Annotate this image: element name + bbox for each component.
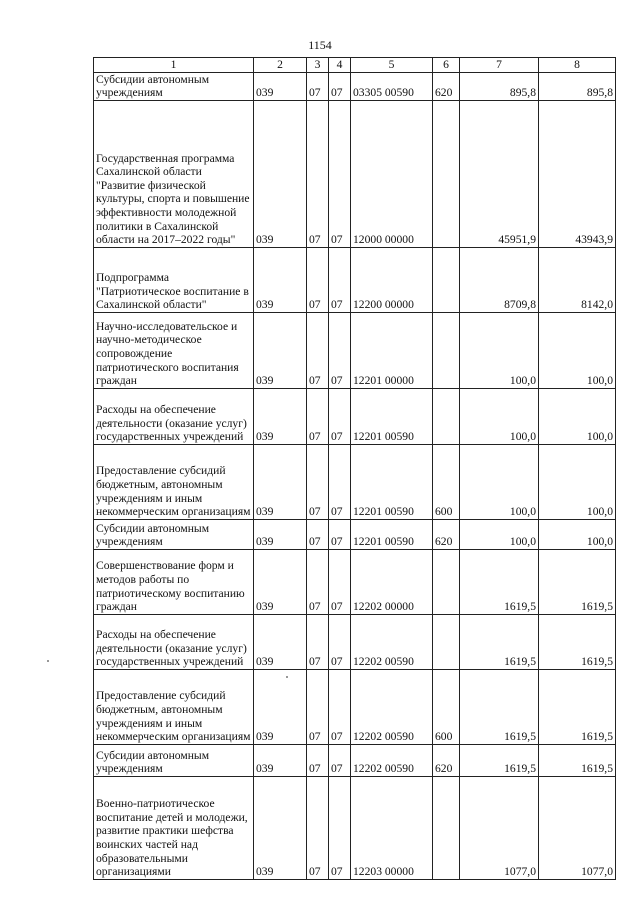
scan-speck bbox=[286, 676, 288, 678]
column-header: 4 bbox=[329, 58, 351, 73]
expense-type: 620 bbox=[433, 519, 460, 549]
section-code: 07 bbox=[307, 776, 329, 879]
subsection-code: 07 bbox=[329, 519, 351, 549]
item-name: Научно-исследовательское и научно-методическое сопровождение патриотического воспитания граждан bbox=[94, 312, 254, 388]
section-code: 07 bbox=[307, 100, 329, 247]
table-row bbox=[94, 388, 616, 444]
amount-col7: 1077,0 bbox=[460, 776, 539, 879]
item-name: Субсидии автономным учреждениям bbox=[94, 72, 254, 100]
table-row bbox=[94, 744, 616, 776]
target-code: 12201 00590 bbox=[351, 388, 433, 444]
subsection-code: 07 bbox=[329, 614, 351, 669]
expense-type bbox=[433, 776, 460, 879]
table-row bbox=[94, 614, 616, 669]
amount-col8: 1077,0 bbox=[539, 776, 616, 879]
target-code: 12203 00000 bbox=[351, 776, 433, 879]
table-row bbox=[94, 72, 616, 100]
amount-col8: 100,0 bbox=[539, 444, 616, 519]
subsection-code: 07 bbox=[329, 549, 351, 614]
target-code: 12000 00000 bbox=[351, 100, 433, 247]
target-code: 12200 00000 bbox=[351, 247, 433, 312]
scan-speck bbox=[47, 660, 49, 662]
table-row bbox=[94, 100, 616, 247]
target-code: 12202 00590 bbox=[351, 669, 433, 744]
item-name: Совершенствование форм и методов работы по патриотическому воспитанию граждан bbox=[94, 549, 254, 614]
subsection-code: 07 bbox=[329, 72, 351, 100]
amount-col7: 1619,5 bbox=[460, 669, 539, 744]
amount-col8: 100,0 bbox=[539, 388, 616, 444]
amount-col8: 8142,0 bbox=[539, 247, 616, 312]
target-code: 12201 00590 bbox=[351, 444, 433, 519]
header-row bbox=[94, 58, 616, 73]
column-header: 8 bbox=[539, 58, 616, 73]
amount-col7: 895,8 bbox=[460, 72, 539, 100]
ministry-code: 039 bbox=[254, 549, 307, 614]
subsection-code: 07 bbox=[329, 100, 351, 247]
section-code: 07 bbox=[307, 247, 329, 312]
column-header: 7 bbox=[460, 58, 539, 73]
amount-col7: 1619,5 bbox=[460, 614, 539, 669]
expense-type bbox=[433, 100, 460, 247]
subsection-code: 07 bbox=[329, 444, 351, 519]
expense-type: 620 bbox=[433, 744, 460, 776]
expense-type: 600 bbox=[433, 669, 460, 744]
amount-col7: 1619,5 bbox=[460, 549, 539, 614]
expense-type bbox=[433, 614, 460, 669]
subsection-code: 07 bbox=[329, 776, 351, 879]
amount-col8: 43943,9 bbox=[539, 100, 616, 247]
target-code: 12201 00000 bbox=[351, 312, 433, 388]
table-row bbox=[94, 519, 616, 549]
ministry-code: 039 bbox=[254, 744, 307, 776]
ministry-code: 039 bbox=[254, 669, 307, 744]
section-code: 07 bbox=[307, 388, 329, 444]
expense-type: 620 bbox=[433, 72, 460, 100]
amount-col7: 100,0 bbox=[460, 388, 539, 444]
table-row bbox=[94, 776, 616, 879]
table-row bbox=[94, 247, 616, 312]
amount-col7: 100,0 bbox=[460, 444, 539, 519]
amount-col8: 895,8 bbox=[539, 72, 616, 100]
page-number: 1154 bbox=[308, 38, 332, 52]
table-row bbox=[94, 444, 616, 519]
section-code: 07 bbox=[307, 744, 329, 776]
column-header: 1 bbox=[94, 58, 254, 73]
target-code: 03305 00590 bbox=[351, 72, 433, 100]
table-row bbox=[94, 312, 616, 388]
amount-col7: 45951,9 bbox=[460, 100, 539, 247]
amount-col8: 1619,5 bbox=[539, 549, 616, 614]
item-name: Расходы на обеспечение деятельности (оказание услуг) государственных учреждений bbox=[94, 614, 254, 669]
section-code: 07 bbox=[307, 549, 329, 614]
amount-col8: 1619,5 bbox=[539, 614, 616, 669]
ministry-code: 039 bbox=[254, 312, 307, 388]
amount-col8: 1619,5 bbox=[539, 744, 616, 776]
subsection-code: 07 bbox=[329, 312, 351, 388]
ministry-code: 039 bbox=[254, 72, 307, 100]
amount-col8: 100,0 bbox=[539, 312, 616, 388]
target-code: 12201 00590 bbox=[351, 519, 433, 549]
budget-table bbox=[93, 57, 616, 880]
column-header: 5 bbox=[351, 58, 433, 73]
column-header: 6 bbox=[433, 58, 460, 73]
expense-type bbox=[433, 388, 460, 444]
target-code: 12202 00590 bbox=[351, 744, 433, 776]
item-name: Предоставление субсидий бюджетным, автономным учреждениям и иным некоммерческим организациям bbox=[94, 669, 254, 744]
table-body bbox=[94, 58, 616, 880]
target-code: 12202 00000 bbox=[351, 549, 433, 614]
item-name: Государственная программа Сахалинской области "Развитие физической культуры, спорта и повышение эффективности молодежной политики в Сахалинской области на 2017–2022 годы" bbox=[94, 100, 254, 247]
column-header: 2 bbox=[254, 58, 307, 73]
item-name: Субсидии автономным учреждениям bbox=[94, 519, 254, 549]
section-code: 07 bbox=[307, 72, 329, 100]
amount-col7: 100,0 bbox=[460, 312, 539, 388]
item-name: Подпрограмма "Патриотическое воспитание в Сахалинской области" bbox=[94, 247, 254, 312]
ministry-code: 039 bbox=[254, 247, 307, 312]
expense-type bbox=[433, 549, 460, 614]
amount-col7: 1619,5 bbox=[460, 744, 539, 776]
section-code: 07 bbox=[307, 444, 329, 519]
ministry-code: 039 bbox=[254, 614, 307, 669]
section-code: 07 bbox=[307, 669, 329, 744]
ministry-code: 039 bbox=[254, 519, 307, 549]
subsection-code: 07 bbox=[329, 744, 351, 776]
ministry-code: 039 bbox=[254, 444, 307, 519]
amount-col8: 100,0 bbox=[539, 519, 616, 549]
table-row bbox=[94, 549, 616, 614]
expense-type bbox=[433, 312, 460, 388]
target-code: 12202 00590 bbox=[351, 614, 433, 669]
item-name: Расходы на обеспечение деятельности (оказание услуг) государственных учреждений bbox=[94, 388, 254, 444]
table-row bbox=[94, 669, 616, 744]
expense-type bbox=[433, 247, 460, 312]
amount-col7: 100,0 bbox=[460, 519, 539, 549]
ministry-code: 039 bbox=[254, 776, 307, 879]
subsection-code: 07 bbox=[329, 388, 351, 444]
section-code: 07 bbox=[307, 312, 329, 388]
subsection-code: 07 bbox=[329, 669, 351, 744]
ministry-code: 039 bbox=[254, 100, 307, 247]
ministry-code: 039 bbox=[254, 388, 307, 444]
expense-type: 600 bbox=[433, 444, 460, 519]
subsection-code: 07 bbox=[329, 247, 351, 312]
item-name: Предоставление субсидий бюджетным, автономным учреждениям и иным некоммерческим организациям bbox=[94, 444, 254, 519]
section-code: 07 bbox=[307, 519, 329, 549]
section-code: 07 bbox=[307, 614, 329, 669]
item-name: Субсидии автономным учреждениям bbox=[94, 744, 254, 776]
column-header: 3 bbox=[307, 58, 329, 73]
amount-col7: 8709,8 bbox=[460, 247, 539, 312]
amount-col8: 1619,5 bbox=[539, 669, 616, 744]
item-name: Военно-патриотическое воспитание детей и молодежи, развитие практики шефства воинских частей над образовательными организациями bbox=[94, 776, 254, 879]
